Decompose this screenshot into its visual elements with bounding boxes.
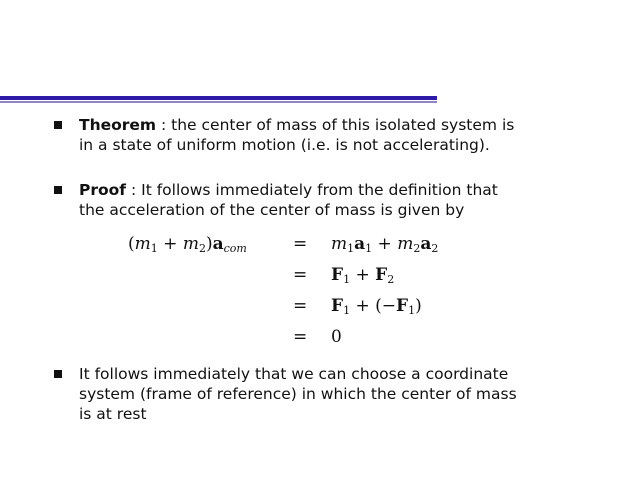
eq-rhs-row1 [331, 234, 438, 254]
header-rule-thin [0, 101, 437, 103]
eq-rhs-row3 [331, 296, 422, 316]
conclusion-text-line2: system (frame of reference) in which the center of mass [79, 385, 517, 403]
equation-lhs [128, 234, 247, 254]
eq-plus: + [372, 234, 398, 254]
square-bullet-icon [54, 186, 62, 194]
eq-paren-close: ) [415, 296, 422, 316]
eq-sub: 1 [408, 304, 416, 317]
eq-plus: + [350, 265, 376, 285]
eq-mass-m1: m [331, 234, 348, 254]
eq-plus: + [157, 234, 183, 254]
eq-sub: 2 [413, 242, 421, 255]
proof-term: Proof [79, 181, 127, 199]
eq-sub: 1 [343, 304, 351, 317]
eq-mass-m2: m [182, 234, 199, 254]
eq-sub: 1 [343, 273, 351, 286]
conclusion-paragraph [79, 364, 619, 424]
eq-sub: 1 [150, 242, 158, 255]
proof-text-line1: : It follows immediately from the definition that [126, 181, 498, 199]
eq-sub-com: com [223, 242, 247, 255]
conclusion-text-line1: It follows immediately that we can choose a coordinate [79, 365, 509, 383]
eq-plus-neg: + (− [350, 296, 397, 316]
eq-accel-a1: a [354, 234, 366, 254]
eq-sub: 2 [198, 242, 206, 255]
theorem-text-line2: in a state of uniform motion (i.e. is not accelerating). [79, 136, 490, 154]
eq-mass-m1: m [134, 234, 151, 254]
eq-equals-3: = [293, 296, 308, 316]
eq-equals-4: = [293, 327, 308, 347]
theorem-paragraph [79, 115, 619, 155]
header-rule-thick [0, 96, 437, 100]
eq-force-f1: F [331, 265, 344, 285]
eq-sub: 1 [365, 242, 373, 255]
eq-equals-2: = [293, 265, 308, 285]
eq-paren-close: ) [205, 234, 213, 254]
proof-text-line2: the acceleration of the center of mass is given by [79, 201, 465, 219]
eq-accel-a2: a [420, 234, 432, 254]
square-bullet-icon [54, 370, 62, 378]
eq-paren-open: ( [128, 234, 135, 254]
theorem-term: Theorem [79, 116, 157, 134]
eq-force-f1-neg: F [396, 296, 409, 316]
proof-paragraph [79, 180, 619, 220]
eq-rhs-row4: 0 [331, 327, 342, 347]
eq-force-f2: F [375, 265, 388, 285]
eq-equals-1: = [293, 234, 308, 254]
conclusion-text-line3: is at rest [79, 405, 147, 423]
eq-mass-m2: m [397, 234, 414, 254]
eq-force-f1: F [331, 296, 344, 316]
eq-sub: 2 [387, 273, 395, 286]
eq-accel-com: a [212, 234, 224, 254]
theorem-text-line1: : the center of mass of this isolated system is [156, 116, 515, 134]
eq-rhs-row2 [331, 265, 394, 285]
eq-sub: 2 [431, 242, 439, 255]
square-bullet-icon [54, 121, 62, 129]
eq-sub: 1 [347, 242, 355, 255]
